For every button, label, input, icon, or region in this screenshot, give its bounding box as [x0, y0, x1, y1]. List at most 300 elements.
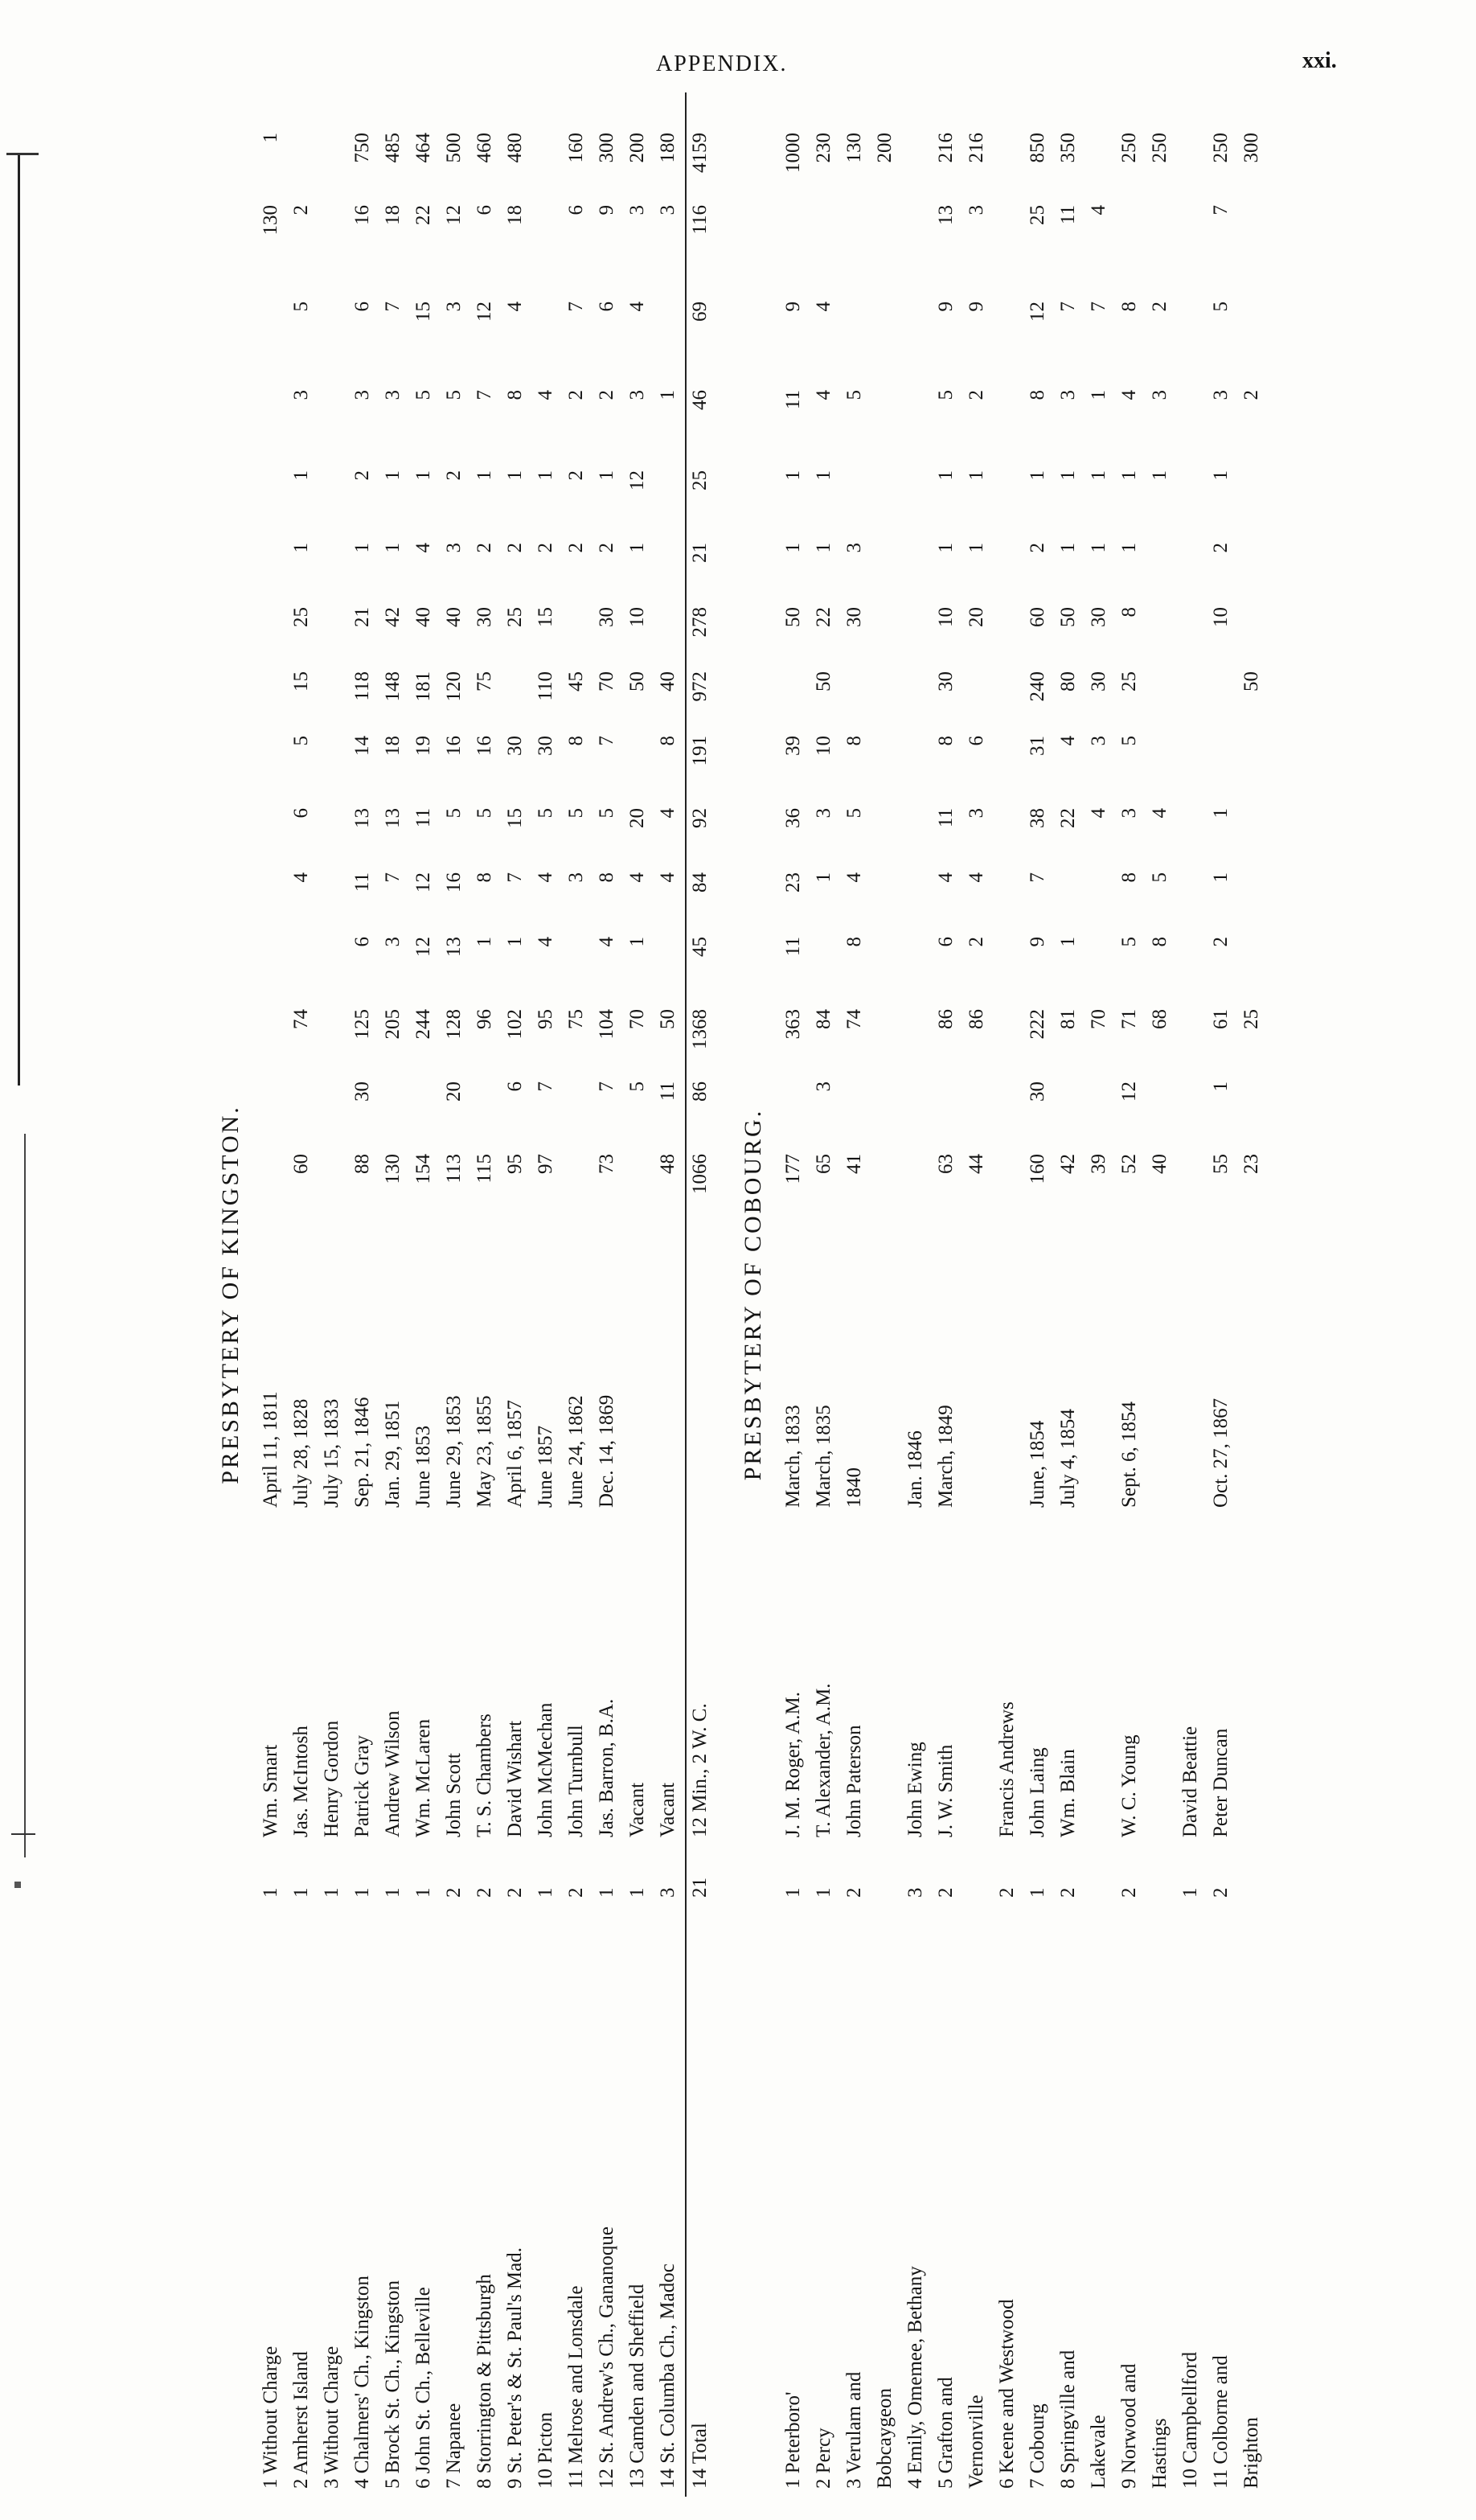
table-row: [1116, 92, 1143, 2497]
stat-cell: 1: [1057, 470, 1079, 481]
charge-count: 2: [565, 1887, 587, 1898]
stat-cell: 2: [565, 543, 587, 553]
stat-cell: 7: [535, 1081, 556, 1092]
stat-cell: 74: [843, 1009, 865, 1029]
stat-cell: 40: [657, 671, 679, 692]
stat-cell: 9: [782, 302, 804, 312]
stat-cell: 110: [535, 671, 556, 701]
stat-cell: 2: [565, 390, 587, 400]
stat-cell: 13: [935, 205, 957, 225]
stat-cell: 2: [966, 937, 987, 947]
induction-date: Sept. 6, 1854: [1118, 1402, 1140, 1508]
minister-name: Wm. Blain: [1057, 1749, 1079, 1837]
stat-cell: 86: [689, 1081, 711, 1102]
stat-cell: 30: [596, 607, 617, 627]
table-row: [563, 92, 590, 2497]
total-row: [685, 92, 714, 2497]
stat-cell: 200: [626, 133, 648, 163]
stat-cell: 160: [565, 133, 587, 163]
stat-cell: 41: [843, 1154, 865, 1174]
minister-name: Andrew Wilson: [382, 1710, 404, 1837]
stat-cell: 95: [504, 1154, 526, 1174]
stat-cell: 250: [1118, 133, 1140, 163]
stat-cell: 118: [351, 671, 373, 701]
stat-cell: 8: [657, 736, 679, 746]
table-row: [780, 92, 807, 2497]
stat-cell: 19: [412, 736, 434, 756]
stat-cell: 181: [412, 671, 434, 702]
charge-count: 1: [596, 1887, 617, 1898]
congregation-name: 5 Brock St. Ch., Kingston: [382, 2280, 404, 2489]
minister-name: Patrick Gray: [351, 1734, 373, 1837]
minister-name: T. S. Chambers: [474, 1714, 495, 1837]
stat-cell: 50: [657, 1009, 679, 1029]
congregation-name: 2 Percy: [813, 2428, 834, 2489]
stat-cell: 120: [443, 671, 465, 702]
stat-cell: 3: [626, 390, 648, 400]
stat-cell: 2: [290, 205, 312, 215]
stat-cell: 5: [1118, 736, 1140, 746]
stat-cell: 75: [474, 671, 495, 692]
charge-count: 2: [474, 1887, 495, 1898]
congregation-name: 1 Peterboro': [782, 2391, 804, 2489]
stat-cell: 1: [504, 937, 526, 947]
stat-cell: 48: [657, 1154, 679, 1174]
stat-cell: 1000: [782, 133, 804, 173]
minister-name: Peter Duncan: [1210, 1728, 1232, 1837]
minister-name: W. C. Young: [1118, 1734, 1140, 1837]
stat-cell: 1: [1118, 470, 1140, 481]
charge-count: 1: [813, 1887, 834, 1898]
congregation-name: 7 Napanee: [443, 2403, 465, 2489]
table-row: [871, 92, 899, 2497]
stat-cell: 3: [290, 390, 312, 400]
stat-cell: 6: [474, 205, 495, 215]
stat-cell: 16: [474, 736, 495, 756]
running-header: APPENDIX.: [656, 51, 788, 76]
stat-cell: 2: [351, 470, 373, 481]
stat-cell: 1: [626, 937, 648, 947]
stat-cell: 154: [412, 1154, 434, 1184]
stat-cell: 4: [657, 808, 679, 819]
stat-cell: 2: [1210, 937, 1232, 947]
stat-cell: 74: [290, 1009, 312, 1029]
stat-cell: 1: [1088, 543, 1109, 553]
stat-cell: 10: [935, 607, 957, 627]
charge-count: 2: [843, 1887, 865, 1898]
stat-cell: 42: [382, 607, 404, 627]
table-row: [841, 92, 868, 2497]
stat-cell: 6: [596, 302, 617, 312]
stat-cell: 9: [935, 302, 957, 312]
stat-cell: 1: [935, 470, 957, 481]
stat-cell: 1: [1118, 543, 1140, 553]
stat-cell: 30: [504, 736, 526, 756]
charge-count: 2: [1057, 1887, 1079, 1898]
stat-cell: 1: [412, 470, 434, 481]
stat-cell: 1: [351, 543, 373, 553]
stat-cell: 1: [474, 470, 495, 481]
stat-cell: 250: [1210, 133, 1232, 163]
stat-cell: 13: [382, 808, 404, 828]
stat-cell: 86: [935, 1009, 957, 1029]
table-row: [1085, 92, 1113, 2497]
charge-count: 21: [689, 1878, 711, 1898]
stat-cell: 205: [382, 1009, 404, 1040]
stat-cell: 20: [626, 808, 648, 828]
stat-cell: 1: [1210, 872, 1232, 883]
stat-cell: 1: [1210, 808, 1232, 819]
minister-name: John Laing: [1027, 1747, 1048, 1837]
stat-cell: 4: [813, 390, 834, 400]
stat-cell: 116: [689, 205, 711, 235]
stat-cell: 244: [412, 1009, 434, 1040]
stat-cell: 30: [1088, 607, 1109, 627]
stat-cell: 240: [1027, 671, 1048, 702]
scan-margin-line: [18, 153, 20, 1086]
stat-cell: 216: [935, 133, 957, 163]
stat-cell: 160: [1027, 1154, 1048, 1184]
stat-cell: 25: [689, 470, 711, 490]
minister-name: David Wishart: [504, 1720, 526, 1837]
congregation-name: 10 Picton: [535, 2411, 556, 2489]
minister-name: John Paterson: [843, 1725, 865, 1837]
stat-cell: 148: [382, 671, 404, 702]
table-row: [1207, 92, 1235, 2497]
stat-cell: 4: [1057, 736, 1079, 746]
stat-cell: 18: [382, 736, 404, 756]
congregation-name: 9 St. Peter's & St. Paul's Mad.: [504, 2247, 526, 2489]
stat-cell: 9: [1027, 937, 1048, 947]
stat-cell: 55: [1210, 1154, 1232, 1174]
table-row: [1024, 92, 1052, 2497]
stat-cell: 12: [626, 470, 648, 490]
stat-cell: 11: [412, 808, 434, 828]
stat-cell: 18: [382, 205, 404, 225]
charge-count: 2: [504, 1887, 526, 1898]
congregation-name: 6 John St. Ch., Belleville: [412, 2287, 434, 2489]
minister-name: John Turnbull: [565, 1725, 587, 1837]
stat-cell: 13: [351, 808, 373, 828]
stat-cell: 6: [966, 736, 987, 746]
stat-cell: 2: [1240, 390, 1262, 400]
stat-cell: 70: [626, 1009, 648, 1029]
stat-cell: 2: [1149, 302, 1171, 312]
congregation-name: 6 Keene and Westwood: [996, 2299, 1018, 2489]
stat-cell: 130: [260, 205, 281, 236]
stat-cell: 7: [382, 302, 404, 312]
stat-cell: 25: [1240, 1009, 1262, 1029]
charge-count: 2: [443, 1887, 465, 1898]
stat-cell: 500: [443, 133, 465, 163]
stat-cell: 15: [535, 607, 556, 627]
induction-date: July 4, 1854: [1057, 1409, 1079, 1508]
stat-cell: 4: [935, 872, 957, 883]
congregation-name: 5 Grafton and: [935, 2377, 957, 2489]
minister-name: Wm. Smart: [260, 1744, 281, 1837]
stat-cell: 200: [874, 133, 896, 163]
stat-cell: 4: [535, 872, 556, 883]
congregation-name: 4 Chalmers' Ch., Kingston: [351, 2276, 373, 2489]
stat-cell: 25: [504, 607, 526, 627]
stat-cell: 350: [1057, 133, 1079, 163]
stat-cell: 12: [443, 205, 465, 225]
stat-cell: 7: [504, 872, 526, 883]
table-row: [257, 92, 285, 2497]
stat-cell: 40: [1149, 1154, 1171, 1174]
table-row: [410, 92, 437, 2497]
stat-cell: 4: [596, 937, 617, 947]
stat-cell: 8: [596, 872, 617, 883]
scan-margin-mark: [14, 1882, 21, 1888]
stat-cell: 1: [782, 470, 804, 481]
stat-cell: 1066: [689, 1154, 711, 1194]
stat-cell: 4: [504, 302, 526, 312]
stat-cell: 1: [1149, 470, 1171, 481]
stat-cell: 20: [443, 1081, 465, 1102]
minister-name: John McMechan: [535, 1702, 556, 1837]
table-row: [379, 92, 407, 2497]
stat-cell: 13: [443, 937, 465, 957]
page-number: xxi.: [1302, 48, 1337, 73]
induction-date: June 29, 1853: [443, 1395, 465, 1508]
stat-cell: 10: [626, 607, 648, 627]
induction-date: April 11, 1811: [260, 1391, 281, 1508]
stat-cell: 1: [1088, 470, 1109, 481]
stat-cell: 50: [813, 671, 834, 692]
stat-cell: 1: [382, 543, 404, 553]
table-row: [593, 92, 621, 2497]
stat-cell: 7: [382, 872, 404, 883]
stat-cell: 36: [782, 808, 804, 828]
stat-cell: 11: [657, 1081, 679, 1102]
stat-cell: 68: [1149, 1009, 1171, 1029]
table-row: [933, 92, 960, 2497]
stat-cell: 7: [474, 390, 495, 400]
stat-cell: 177: [782, 1154, 804, 1184]
stat-cell: 21: [689, 543, 711, 563]
stat-cell: 88: [351, 1154, 373, 1174]
stat-cell: 5: [935, 390, 957, 400]
scan-margin-mark: [6, 153, 39, 155]
stat-cell: 50: [782, 607, 804, 627]
stat-cell: 12: [1027, 302, 1048, 322]
charge-count: 2: [1210, 1887, 1232, 1898]
stat-cell: 2: [1210, 543, 1232, 553]
table-row: [441, 92, 468, 2497]
stat-cell: 8: [565, 736, 587, 746]
induction-date: March, 1849: [935, 1405, 957, 1508]
stat-cell: 23: [782, 872, 804, 893]
induction-date: May 23, 1855: [474, 1395, 495, 1508]
congregation-name: Brighton: [1240, 2417, 1262, 2489]
stat-cell: 5: [443, 390, 465, 400]
congregation-name: Lakevale: [1088, 2415, 1109, 2489]
stat-cell: 97: [535, 1154, 556, 1174]
charge-count: 1: [382, 1887, 404, 1898]
table-row: [1146, 92, 1174, 2497]
congregation-name: 3 Verulam and: [843, 2371, 865, 2489]
stat-cell: 21: [351, 607, 373, 627]
stat-cell: 2: [504, 543, 526, 553]
minister-name: J. M. Roger, A.M.: [782, 1692, 804, 1837]
stat-cell: 104: [596, 1009, 617, 1040]
stat-cell: 3: [1149, 390, 1171, 400]
stat-cell: 5: [596, 808, 617, 819]
stat-cell: 9: [966, 302, 987, 312]
stat-cell: 250: [1149, 133, 1171, 163]
rotated-statistics-table: [185, 92, 1439, 2497]
stat-cell: 10: [813, 736, 834, 756]
stat-cell: 1: [1057, 937, 1079, 947]
stat-cell: 300: [596, 133, 617, 163]
table-row: [1238, 92, 1265, 2497]
stat-cell: 4: [813, 302, 834, 312]
stat-cell: 4: [1088, 205, 1109, 215]
stat-cell: 1: [1057, 543, 1079, 553]
charge-count: 1: [1179, 1887, 1201, 1898]
minister-name: David Beattie: [1179, 1726, 1201, 1837]
induction-date: July 28, 1828: [290, 1398, 312, 1508]
stat-cell: 750: [351, 133, 373, 163]
stat-cell: 4: [535, 937, 556, 947]
stat-cell: 11: [782, 390, 804, 410]
minister-name: Wm. McLaren: [412, 1718, 434, 1837]
stat-cell: 31: [1027, 736, 1048, 756]
stat-cell: 1: [966, 470, 987, 481]
stat-cell: 38: [1027, 808, 1048, 828]
stat-cell: 22: [813, 607, 834, 627]
stat-cell: 18: [504, 205, 526, 225]
stat-cell: 60: [290, 1154, 312, 1174]
stat-cell: 50: [1057, 607, 1079, 627]
stat-cell: 8: [474, 872, 495, 883]
charge-count: 1: [1027, 1887, 1048, 1898]
stat-cell: 125: [351, 1009, 373, 1040]
induction-date: Jan. 1846: [904, 1430, 926, 1508]
stat-cell: 3: [1057, 390, 1079, 400]
table-row: [1177, 92, 1204, 2497]
stat-cell: 850: [1027, 133, 1048, 163]
stat-cell: 11: [935, 808, 957, 828]
charge-count: 2: [935, 1887, 957, 1898]
induction-date: June 24, 1862: [565, 1395, 587, 1508]
stat-cell: 3: [843, 543, 865, 553]
stat-cell: 230: [813, 133, 834, 163]
stat-cell: 3: [813, 808, 834, 819]
congregation-name: 8 Storrington & Pittsburgh: [474, 2274, 495, 2489]
stat-cell: 6: [351, 937, 373, 947]
stat-cell: 6: [351, 302, 373, 312]
charge-count: 1: [626, 1887, 648, 1898]
induction-date: June, 1854: [1027, 1420, 1048, 1508]
stat-cell: 3: [565, 872, 587, 883]
stat-cell: 1: [657, 390, 679, 400]
stat-cell: 4: [657, 872, 679, 883]
stat-cell: 3: [443, 543, 465, 553]
table-row: [994, 92, 1021, 2497]
stat-cell: 22: [1057, 808, 1079, 828]
minister-name: John Ewing: [904, 1742, 926, 1837]
stat-cell: 460: [474, 133, 495, 163]
stat-cell: 3: [351, 390, 373, 400]
stat-cell: 12: [412, 937, 434, 957]
stat-cell: 15: [412, 302, 434, 322]
stat-cell: 1: [474, 937, 495, 947]
stat-cell: 3: [1210, 390, 1232, 400]
congregation-name: 14 St. Columba Ch., Madoc: [657, 2263, 679, 2489]
stat-cell: 363: [782, 1009, 804, 1040]
congregation-name: 11 Colborne and: [1210, 2355, 1232, 2489]
congregation-name: 7 Cobourg: [1027, 2403, 1048, 2489]
stat-cell: 6: [504, 1081, 526, 1092]
minister-name: John Scott: [443, 1753, 465, 1837]
stat-cell: 1: [504, 470, 526, 481]
stat-cell: 278: [689, 607, 711, 638]
stat-cell: 22: [412, 205, 434, 225]
stat-cell: 11: [782, 937, 804, 957]
stat-cell: 63: [935, 1154, 957, 1174]
stat-cell: 84: [813, 1009, 834, 1029]
stat-cell: 16: [351, 205, 373, 225]
stat-cell: 130: [382, 1154, 404, 1184]
congregation-name: 9 Norwood and: [1118, 2363, 1140, 2489]
stat-cell: 8: [504, 390, 526, 400]
stat-cell: 5: [1210, 302, 1232, 312]
stat-cell: 5: [626, 1081, 648, 1092]
charge-count: 1: [351, 1887, 373, 1898]
stat-cell: 4: [626, 302, 648, 312]
stat-cell: 8: [935, 736, 957, 746]
stat-cell: 102: [504, 1009, 526, 1040]
stat-cell: 2: [565, 470, 587, 481]
scan-margin-mark: [11, 1833, 35, 1835]
stat-cell: 12: [474, 302, 495, 322]
stat-cell: 1: [813, 543, 834, 553]
stat-cell: 2: [596, 390, 617, 400]
stat-cell: 1: [596, 470, 617, 481]
table-row: [1055, 92, 1082, 2497]
stat-cell: 96: [474, 1009, 495, 1029]
table-row: [654, 92, 682, 2497]
stat-cell: 216: [966, 133, 987, 163]
stat-cell: 128: [443, 1009, 465, 1040]
stat-cell: 1: [782, 543, 804, 553]
stat-cell: 1: [1210, 1081, 1232, 1092]
induction-date: June 1853: [412, 1425, 434, 1508]
congregation-name: Bobcaygeon: [874, 2388, 896, 2489]
table-row: [502, 92, 529, 2497]
stat-cell: 2: [474, 543, 495, 553]
stat-cell: 15: [290, 671, 312, 692]
table-row: [963, 92, 990, 2497]
scan-margin-line: [24, 1134, 26, 1857]
congregation-name: 4 Emily, Omemee, Bethany: [904, 2266, 926, 2489]
stat-cell: 1: [935, 543, 957, 553]
stat-cell: 4: [843, 872, 865, 883]
congregation-name: 12 St. Andrew's Ch., Gananoque: [596, 2226, 617, 2489]
stat-cell: 5: [843, 390, 865, 400]
congregation-name: 3 Without Charge: [321, 2346, 342, 2489]
stat-cell: 6: [935, 937, 957, 947]
stat-cell: 25: [1118, 671, 1140, 692]
stat-cell: 1: [1210, 470, 1232, 481]
congregation-name: 11 Melrose and Lonsdale: [565, 2285, 587, 2489]
stat-cell: 71: [1118, 1009, 1140, 1029]
table-row: [810, 92, 838, 2497]
stat-cell: 16: [443, 872, 465, 893]
stat-cell: 14: [351, 736, 373, 756]
